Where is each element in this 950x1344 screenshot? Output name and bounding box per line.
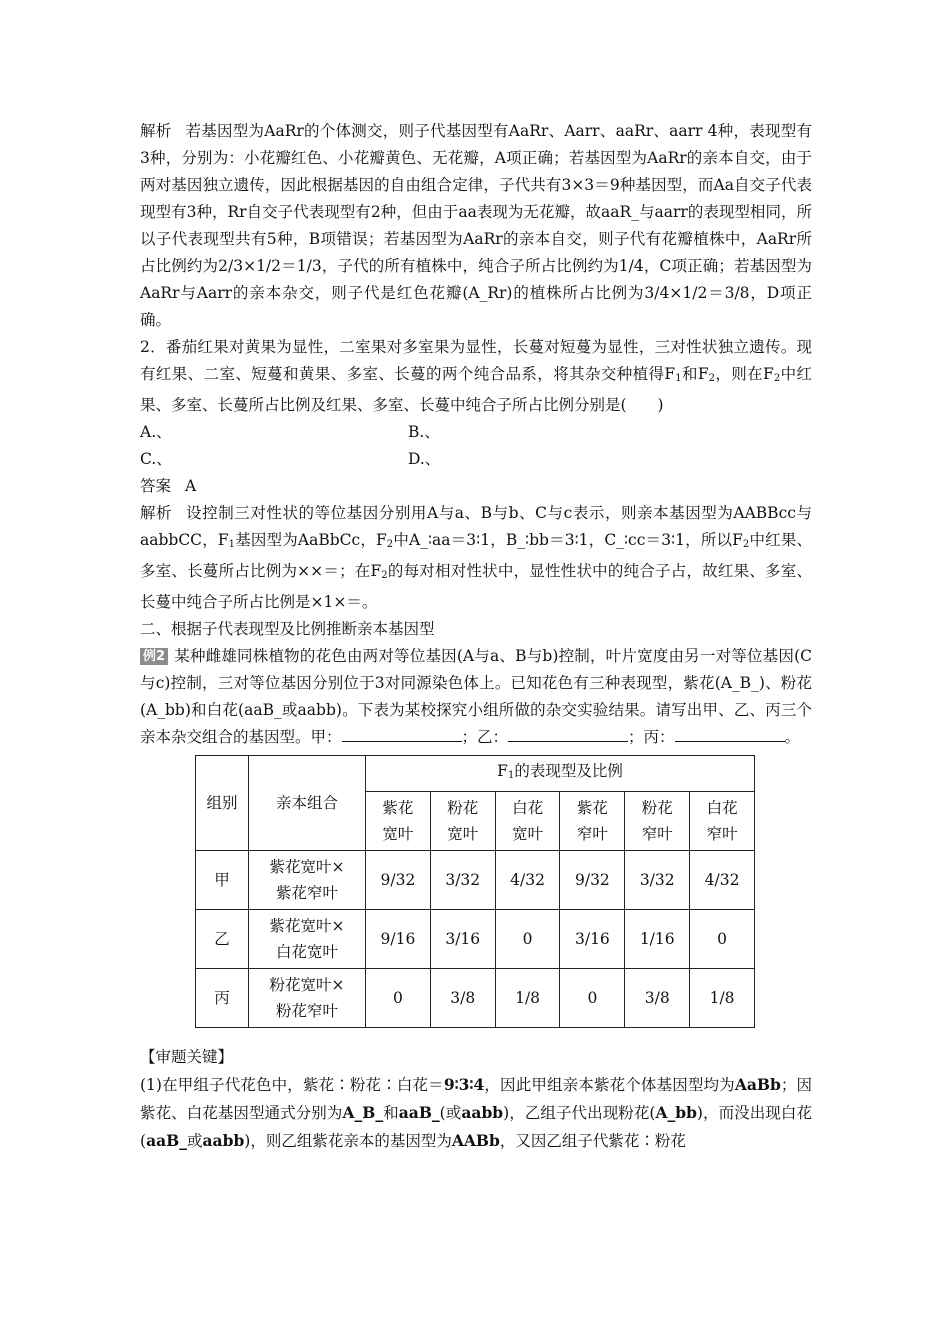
- parent-line: 白花宽叶: [275, 943, 338, 961]
- key-bold: aabb: [202, 1131, 245, 1150]
- phenotype-line: 宽叶: [512, 825, 544, 843]
- key-bold: aabb: [461, 1103, 504, 1122]
- key-text: 或: [187, 1132, 203, 1150]
- phenotype-header: [625, 792, 690, 851]
- key-text: )，乙组子代出现粉花(: [503, 1104, 656, 1122]
- key-text: )，则乙组紫花亲本的基因型为: [244, 1132, 452, 1150]
- example-2: [140, 643, 812, 751]
- analysis-text: 基因型为AaBbCc，F: [235, 531, 387, 549]
- row-group: 甲: [196, 851, 249, 910]
- results-table: [195, 755, 755, 1028]
- answer-label: 答案: [140, 477, 172, 495]
- option-b: B.、: [408, 423, 440, 441]
- row-value: 0: [690, 910, 755, 969]
- analysis-text: 中红果、多室、长蔓所占比例为××＝；在F: [140, 531, 812, 580]
- row-value: 0: [560, 969, 625, 1028]
- subscript: 2: [773, 373, 781, 384]
- header-group: 组别: [196, 756, 249, 851]
- row-value: 4/32: [690, 851, 755, 910]
- options-row-1: [140, 419, 812, 446]
- phenotype-line: 窄叶: [641, 825, 673, 843]
- analysis-text: 的每对相对性状中，显性性状中的纯合子占，故红果、多室、长蔓中纯合子所占比例是×1×＝。: [140, 562, 812, 611]
- phenotype-line: 白花: [512, 799, 544, 817]
- example-badge: 例2: [140, 648, 168, 665]
- header-f1: [366, 756, 755, 792]
- answer-blank-bing[interactable]: [675, 724, 785, 742]
- subscript: 2: [386, 539, 394, 550]
- subscript: 1: [228, 539, 236, 550]
- key-paragraph: [140, 1071, 812, 1155]
- row-value: 1/16: [625, 910, 690, 969]
- analysis-text: 若基因型为AaRr的个体测交，则子代基因型有AaRr、Aarr、aaRr、aarr 4种，表现型有3种，分别为：小花瓣红色、小花瓣黄色、无花瓣，A项正确；若基因型为AaRr的亲本自交，由于两对基因独立遗传，因此根据基因的自由组合定律，子代共有3×3＝9种基因型，而Aa自交子代表现型有3种，Rr自交子代表现型有2种，但由于aa表现为无花瓣，故aaR_与aarr的表现型相同，所以子代表现型共有5种，B项错误；若基因型为AaRr的亲本自交，则子代有花瓣植株中，AaRr所占比例约为2/3×1/2＝1/3，子代的所有植株中，纯合子所占比例约为1/4，C项正确；若基因型为AaRr与Aarr的亲本杂交，则子代是红色花瓣(A_Rr)的植株所占比例为3/4×1/2＝3/8，D项正确。: [140, 122, 812, 329]
- row-value: 3/16: [560, 910, 625, 969]
- table-row: [196, 969, 755, 1028]
- section-heading: 二、根据子代表现型及比例推断亲本基因型: [140, 620, 435, 638]
- analysis-text: 设控制三对性状的等位基因分别用A与a、B与b、C与c表示，则亲本基因型为AABBcc与aabbCC，F: [140, 504, 812, 549]
- key-bold: A_B_: [342, 1103, 384, 1122]
- key-bold: 9∶3∶4: [443, 1075, 485, 1094]
- table-header-row: [196, 756, 755, 792]
- key-bold: AABb: [451, 1131, 500, 1150]
- analysis-paragraph-2: [140, 500, 812, 616]
- row-value: 1/8: [690, 969, 755, 1028]
- analysis-label: 解析: [140, 504, 173, 522]
- subscript: 2: [742, 539, 750, 550]
- header-f1-prefix: F: [497, 762, 508, 780]
- row-value: 3/32: [625, 851, 690, 910]
- option-d: D.、: [408, 450, 441, 468]
- row-value: 1/8: [495, 969, 560, 1028]
- phenotype-header: [366, 792, 431, 851]
- phenotype-line: 窄叶: [576, 825, 608, 843]
- phenotype-line: 宽叶: [447, 825, 479, 843]
- example-text: ；乙：: [461, 728, 509, 746]
- row-value: 4/32: [495, 851, 560, 910]
- key-bold: aaB_: [146, 1131, 187, 1150]
- key-bold: AaBb: [734, 1075, 781, 1094]
- options-row-2: [140, 446, 812, 473]
- key-text: ，因此甲组亲本紫花个体基因型均为: [484, 1076, 735, 1094]
- phenotype-header: [495, 792, 560, 851]
- header-parents: 亲本组合: [249, 756, 366, 851]
- phenotype-line: 白花: [706, 799, 738, 817]
- answer-blank-jia[interactable]: [342, 724, 462, 742]
- row-group: 丙: [196, 969, 249, 1028]
- row-value: 0: [495, 910, 560, 969]
- key-bold: aaB_: [398, 1103, 440, 1122]
- row-value: 9/16: [366, 910, 431, 969]
- key-text: )，而没出现白花(: [140, 1104, 812, 1150]
- question-text: ，则在F: [714, 365, 774, 383]
- parent-line: 紫花宽叶×: [269, 917, 345, 935]
- row-value: 3/16: [430, 910, 495, 969]
- parent-line: 粉花窄叶: [275, 1002, 338, 1020]
- phenotype-line: 粉花: [641, 799, 673, 817]
- option-c: C.、: [140, 450, 172, 468]
- row-parents: [249, 851, 366, 910]
- table-row: [196, 910, 755, 969]
- row-group: 乙: [196, 910, 249, 969]
- example-text: 。: [784, 728, 801, 746]
- row-value: 3/8: [430, 969, 495, 1028]
- phenotype-line: 宽叶: [382, 825, 414, 843]
- subscript: 1: [675, 373, 682, 384]
- answer-value: A: [185, 477, 197, 495]
- phenotype-line: 粉花: [447, 799, 479, 817]
- row-value: 0: [366, 969, 431, 1028]
- subscript: 2: [708, 373, 715, 384]
- analysis-label: 解析: [140, 122, 172, 140]
- phenotype-line: 紫花: [382, 799, 414, 817]
- analysis-text: 中A_∶aa＝3∶1，B_∶bb＝3∶1，C_∶cc＝3∶1，所以F: [393, 531, 743, 549]
- phenotype-header: [560, 792, 625, 851]
- table-row: [196, 851, 755, 910]
- row-parents: [249, 910, 366, 969]
- option-a: A.、: [140, 423, 172, 441]
- subscript: 1: [507, 770, 515, 781]
- answer-blank-yi[interactable]: [508, 724, 628, 742]
- row-value: 9/32: [560, 851, 625, 910]
- key-text: ，又因乙组子代紫花∶粉花: [499, 1132, 686, 1150]
- key-text: ；因紫花、白花基因型通式分别为: [140, 1076, 812, 1122]
- example-text: ；丙：: [628, 728, 675, 746]
- subscript: 2: [381, 570, 388, 581]
- phenotype-line: 紫花: [576, 799, 608, 817]
- row-value: 9/32: [366, 851, 431, 910]
- phenotype-line: 窄叶: [706, 825, 738, 843]
- key-text: 和: [383, 1104, 399, 1122]
- parent-line: 紫花宽叶×: [269, 858, 345, 876]
- key-text: (1)在甲组子代花色中，紫花∶粉花∶白花＝: [140, 1076, 444, 1094]
- key-title: 【审题关键】: [140, 1048, 234, 1066]
- question-text: 2．番茄红果对黄果为显性，二室果对多室果为显性，长蔓对短蔓为显性，三对性状独立遗传。现有红果、二室、短蔓和黄果、多室、长蔓的两个纯合品系，将其杂交种植得F: [140, 338, 812, 383]
- question-text: 中红果、多室、长蔓所占比例及红果、多室、长蔓中纯合子所占比例分别是( ): [140, 365, 812, 414]
- row-value: 3/32: [430, 851, 495, 910]
- parent-line: 粉花宽叶×: [269, 976, 345, 994]
- example-text: 某种雌雄同株植物的花色由两对等位基因(A与a、B与b)控制，叶片宽度由另一对等位基因(C与c)控制，三对等位基因分别位于3对同源染色体上。已知花色有三种表现型，紫花(A_B_)、粉花(A_bb)和白花(aaB_或aabb)。下表为某校探究小组所做的杂交实验结果。请写出甲、乙、丙三个亲本杂交组合的基因型。甲：: [140, 647, 812, 746]
- header-f1-suffix: 的表现型及比例: [514, 762, 623, 780]
- question-text: 和F: [681, 365, 709, 383]
- phenotype-header: [690, 792, 755, 851]
- row-parents: [249, 969, 366, 1028]
- key-bold: A_bb: [655, 1103, 697, 1122]
- row-value: 3/8: [625, 969, 690, 1028]
- parent-line: 紫花窄叶: [275, 884, 338, 902]
- analysis-paragraph-1: [140, 118, 812, 334]
- phenotype-header: [430, 792, 495, 851]
- document-page: [140, 118, 812, 1155]
- key-text: (或: [439, 1104, 462, 1122]
- question-2: [140, 334, 812, 419]
- answer-line: [140, 473, 812, 500]
